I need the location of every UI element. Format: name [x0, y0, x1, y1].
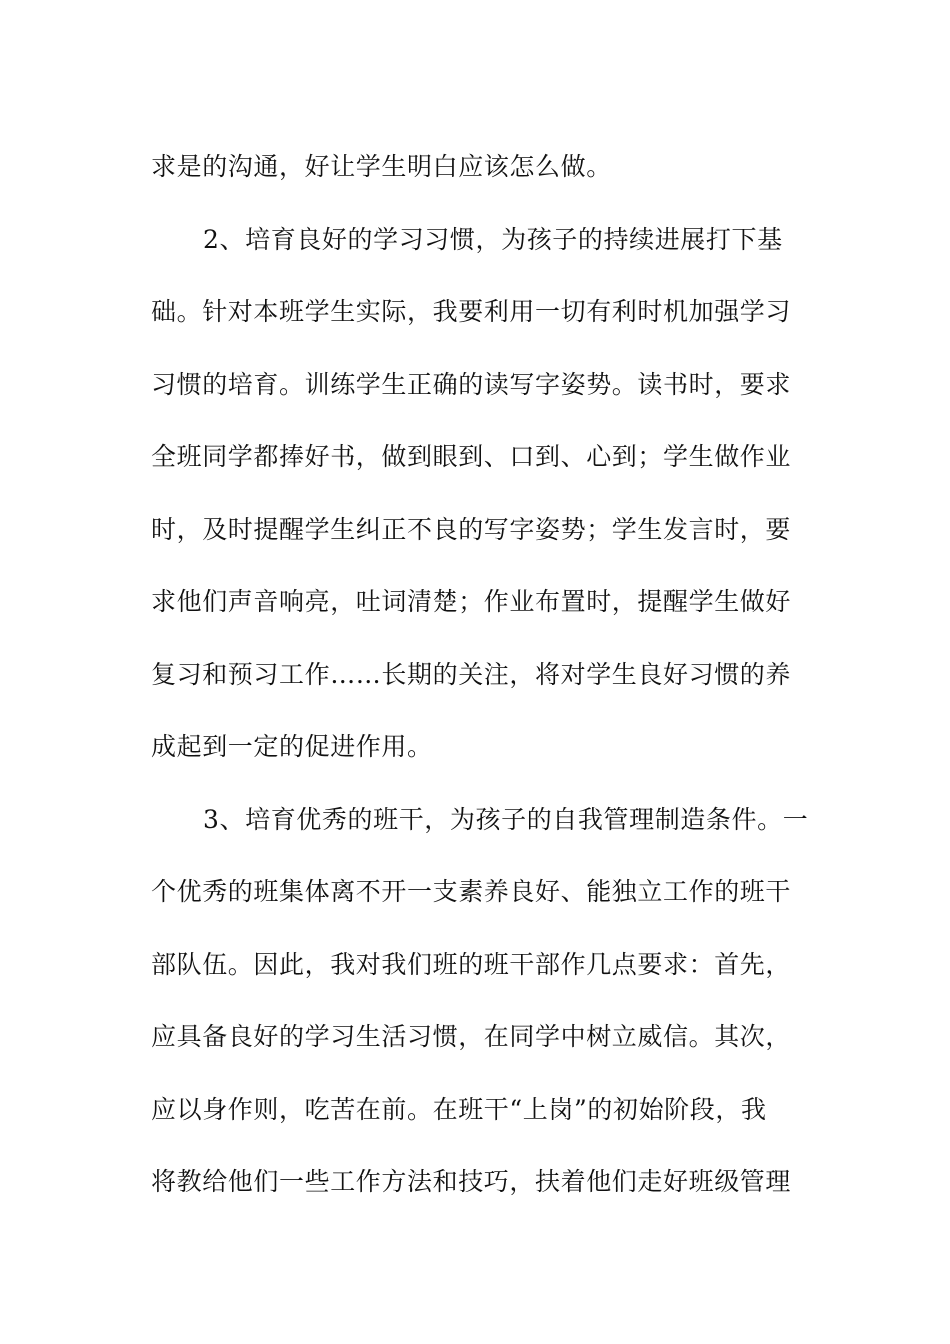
text-line: 将教给他们一些工作方法和技巧，扶着他们走好班级管理: [151, 1167, 792, 1196]
text-line: 部队伍。因此，我对我们班的班干部作几点要求：首先，: [151, 949, 792, 979]
text-line: 应以身作则，吃苦在前。在班干“上岗”的初始阶段，我: [151, 1094, 767, 1124]
text-line: 习惯的培育。训练学生正确的读写字姿势。读书时，要求: [151, 369, 792, 399]
text-line: 全班同学都捧好书，做到眼到、口到、心到；学生做作业: [151, 442, 792, 471]
text-line: 求他们声音响亮，吐词清楚；作业布置时，提醒学生做好: [151, 587, 792, 616]
text-line: 应具备良好的学习生活习惯，在同学中树立威信。其次，: [151, 1022, 792, 1051]
text-line: 础。针对本班学生实际，我要利用一切有利时机加强学习: [151, 297, 792, 326]
document-body: [151, 131, 811, 1219]
paragraph-3-start: 3、培育优秀的班干，为孩子的自我管理制造条件。一: [203, 804, 809, 834]
text-line: 时，及时提醒学生纠正不良的写字姿势；学生发言时，要: [151, 514, 792, 544]
text-line: 求是的沟通，好让学生明白应该怎么做。: [151, 152, 612, 181]
text-line: 个优秀的班集体离不开一支素养良好、能独立工作的班干: [151, 877, 792, 906]
text-line: 成起到一定的促进作用。: [151, 732, 433, 761]
text-line: 复习和预习工作……长期的关注，将对学生良好习惯的养: [151, 659, 792, 689]
paragraph-2-start: 2、培育良好的学习习惯，为孩子的持续进展打下基: [203, 224, 783, 254]
